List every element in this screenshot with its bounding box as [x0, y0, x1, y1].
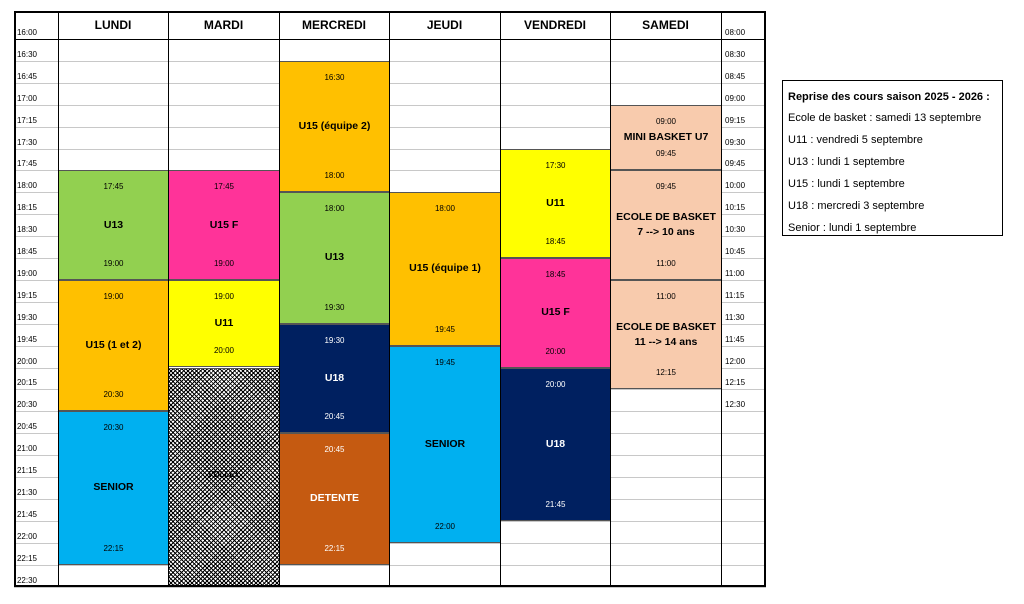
session-start-time: 19:00: [213, 291, 235, 301]
time-label-left: 16:45: [16, 71, 37, 81]
info-line: Ecole de basket : samedi 13 septembre: [788, 112, 982, 124]
session-start-time: 18:00: [434, 204, 456, 214]
session-end-time: 20:45: [324, 412, 345, 422]
session-end-time: 22:00: [434, 521, 456, 531]
session-name-line: U15 F: [209, 218, 239, 231]
column-line: [500, 11, 501, 587]
session-start-time: 19:00: [103, 291, 124, 301]
info-line: U15 : lundi 1 septembre: [788, 178, 905, 190]
session-start-time: 19:45: [434, 357, 456, 367]
day-header-lundi: LUNDI: [94, 18, 132, 32]
session-u15-1-et-2: [58, 280, 169, 411]
column-line: [389, 11, 390, 587]
time-label-left: 21:15: [16, 466, 37, 475]
session-name: [59, 338, 168, 353]
row-line: [14, 61, 766, 62]
row-line: [14, 83, 766, 84]
time-label-left: 19:30: [16, 312, 37, 322]
session-name: [59, 480, 168, 495]
session-end-time: 22:15: [324, 543, 345, 553]
column-line: [168, 11, 169, 587]
session-mini-basket-u7: [610, 105, 722, 171]
session-start-time: 17:45: [213, 182, 235, 192]
time-label-right: 11:45: [725, 334, 745, 344]
session-name-line: ECOLE DE BASKET: [616, 320, 716, 333]
session-name: [280, 491, 389, 506]
day-header-samedi: SAMEDI: [642, 18, 689, 32]
info-line: U13 : lundi 1 septembre: [788, 156, 905, 168]
time-label-left: 17:45: [16, 159, 37, 169]
session-start-time: 18:00: [324, 204, 345, 214]
row-line: [14, 565, 766, 566]
session-end-time: 21:45: [545, 499, 566, 509]
time-label-right: 08:00: [725, 28, 746, 37]
session-name-line: U13: [324, 251, 345, 264]
session-end-time: 09:45: [655, 149, 677, 159]
volley-block: [168, 368, 280, 587]
time-label-right: 10:30: [725, 225, 746, 235]
time-label-right: 10:00: [725, 181, 746, 191]
session-end-time: 19:45: [434, 324, 456, 334]
session-end-time: 18:45: [545, 237, 566, 246]
session-u18: [279, 324, 390, 434]
row-line: [14, 39, 766, 40]
session-u13: [58, 170, 169, 280]
session-name-line: ECOLE DE BASKET: [616, 211, 716, 224]
session-name: [390, 261, 500, 276]
time-label-left: 20:45: [16, 422, 37, 432]
session-u18: [500, 368, 611, 521]
volley-label: VOLLEY: [207, 470, 240, 479]
session-end-time: 19:00: [103, 258, 124, 268]
time-label-left: 19:45: [16, 334, 37, 344]
weekly-schedule: [14, 11, 766, 587]
session-u11: [168, 280, 280, 368]
time-label-left: 22:30: [16, 575, 37, 585]
session-start-time: 18:45: [545, 270, 566, 279]
time-label-right: 08:30: [725, 49, 746, 59]
session-name-line: U11: [546, 196, 565, 209]
time-label-right: 09:45: [725, 159, 746, 169]
session-start-time: 09:00: [655, 116, 677, 126]
time-label-left: 22:15: [16, 553, 37, 563]
session-name-line: DETENTE: [309, 492, 359, 505]
time-label-left: 21:30: [16, 487, 37, 497]
session-name-line: 11 --> 14 ans: [634, 335, 698, 348]
column-line: [58, 11, 59, 587]
session-name: [501, 437, 610, 452]
time-label-right: 12:00: [725, 356, 746, 366]
time-label-right: 12:15: [725, 378, 746, 388]
time-label-left: 17:30: [16, 137, 37, 147]
time-label-left: 22:00: [16, 531, 37, 541]
time-label-right: 09:30: [725, 137, 746, 147]
day-header-mardi: MARDI: [203, 18, 244, 32]
column-line: [610, 11, 611, 587]
session-name-line: U11: [214, 317, 234, 330]
session-name-line: U18: [545, 437, 566, 450]
session-end-time: 20:00: [545, 346, 566, 356]
session-name: [169, 218, 279, 233]
session-name: [501, 196, 610, 211]
session-end-time: 18:00: [324, 171, 345, 181]
season-restart-box: [782, 80, 1003, 236]
session-name: [280, 371, 389, 386]
time-label-right: 08:45: [725, 71, 746, 81]
session-name-line: U15 (équipe 1): [409, 262, 481, 275]
info-line: U18 : mercredi 3 septembre: [788, 200, 925, 212]
session-u13: [279, 192, 390, 323]
time-label-right: 10:15: [725, 203, 746, 213]
day-header-mercredi: MERCREDI: [301, 18, 366, 32]
session-u15-f: [168, 170, 280, 280]
session-start-time: 09:45: [655, 182, 677, 192]
time-label-left: 21:45: [16, 509, 37, 519]
time-label-left: 18:15: [16, 203, 37, 213]
session-end-time: 19:00: [213, 258, 235, 268]
session-name-line: U13: [103, 218, 124, 231]
session-u11: [500, 149, 611, 259]
session-u15-quipe-2: [279, 61, 390, 192]
time-label-left: 19:15: [16, 290, 37, 300]
time-label-left: 18:30: [16, 225, 37, 235]
session-detente: [279, 433, 390, 564]
session-end-time: 20:00: [213, 346, 235, 356]
time-label-left: 20:15: [16, 378, 37, 388]
info-title: Reprise des cours saison 2025 - 2026 :: [788, 91, 990, 103]
info-line: U11 : vendredi 5 septembre: [788, 134, 923, 146]
time-label-left: 18:00: [16, 181, 37, 191]
session-start-time: 16:30: [324, 72, 345, 82]
session-start-time: 20:30: [103, 423, 124, 433]
session-u15-quipe-1: [389, 192, 501, 345]
session-name: [611, 130, 721, 145]
session-name-line: SENIOR: [424, 437, 466, 450]
info-line: Senior : lundi 1 septembre: [788, 222, 917, 234]
session-name-line: SENIOR: [93, 481, 134, 494]
session-name: [280, 119, 389, 134]
time-label-left: 19:00: [16, 268, 37, 278]
time-label-right: 11:15: [725, 290, 745, 300]
time-label-right: 12:30: [725, 400, 746, 410]
time-label-left: 20:30: [16, 400, 37, 410]
session-start-time: 17:30: [545, 160, 566, 170]
session-end-time: 11:00: [656, 258, 676, 268]
session-ecole-de-basket-11-14-ans: [610, 280, 722, 390]
time-label-left: 17:15: [16, 115, 37, 125]
session-start-time: 17:45: [103, 182, 124, 192]
time-label-right: 11:30: [725, 312, 745, 322]
time-label-right: 11:00: [725, 268, 745, 278]
session-start-time: 20:45: [324, 445, 345, 455]
time-label-left: 16:30: [16, 49, 37, 59]
session-name-line: U15 F: [541, 306, 570, 319]
time-label-right: 10:45: [725, 247, 746, 256]
session-name: [280, 250, 389, 265]
time-label-left: 16:00: [16, 28, 37, 37]
session-end-time: 19:30: [324, 302, 345, 312]
session-name-line: 7 --> 10 ans: [637, 226, 695, 239]
session-senior: [58, 411, 169, 564]
time-label-right: 09:00: [725, 93, 746, 103]
session-name: [611, 320, 721, 350]
session-name: [390, 437, 500, 452]
session-name-line: MINI BASKET U7: [623, 131, 709, 144]
time-label-right: 09:15: [725, 115, 746, 125]
session-name: [59, 218, 168, 233]
session-start-time: 19:30: [324, 335, 345, 345]
time-label-left: 17:00: [16, 93, 37, 103]
day-header-vendredi: VENDREDI: [523, 18, 586, 32]
session-name: [611, 210, 721, 240]
column-line: [721, 11, 722, 587]
session-u15-f: [500, 258, 611, 368]
time-label-left: 21:00: [16, 444, 37, 454]
time-label-left: 18:45: [16, 247, 37, 256]
session-name-line: U15 (1 et 2): [85, 339, 142, 352]
session-end-time: 12:15: [655, 368, 677, 378]
session-name-line: U18: [324, 371, 345, 384]
session-end-time: 20:30: [103, 390, 124, 400]
session-ecole-de-basket-7-10-ans: [610, 170, 722, 280]
row-line: [14, 587, 766, 588]
day-header-jeudi: JEUDI: [426, 18, 463, 32]
session-name: [501, 305, 610, 320]
session-end-time: 22:15: [103, 543, 124, 553]
session-name: [169, 316, 279, 331]
column-line: [279, 11, 280, 587]
session-start-time: 20:00: [545, 379, 566, 389]
session-name-line: U15 (équipe 2): [298, 120, 371, 133]
session-start-time: 11:00: [656, 291, 676, 301]
time-label-left: 20:00: [16, 356, 37, 366]
session-senior: [389, 346, 501, 543]
